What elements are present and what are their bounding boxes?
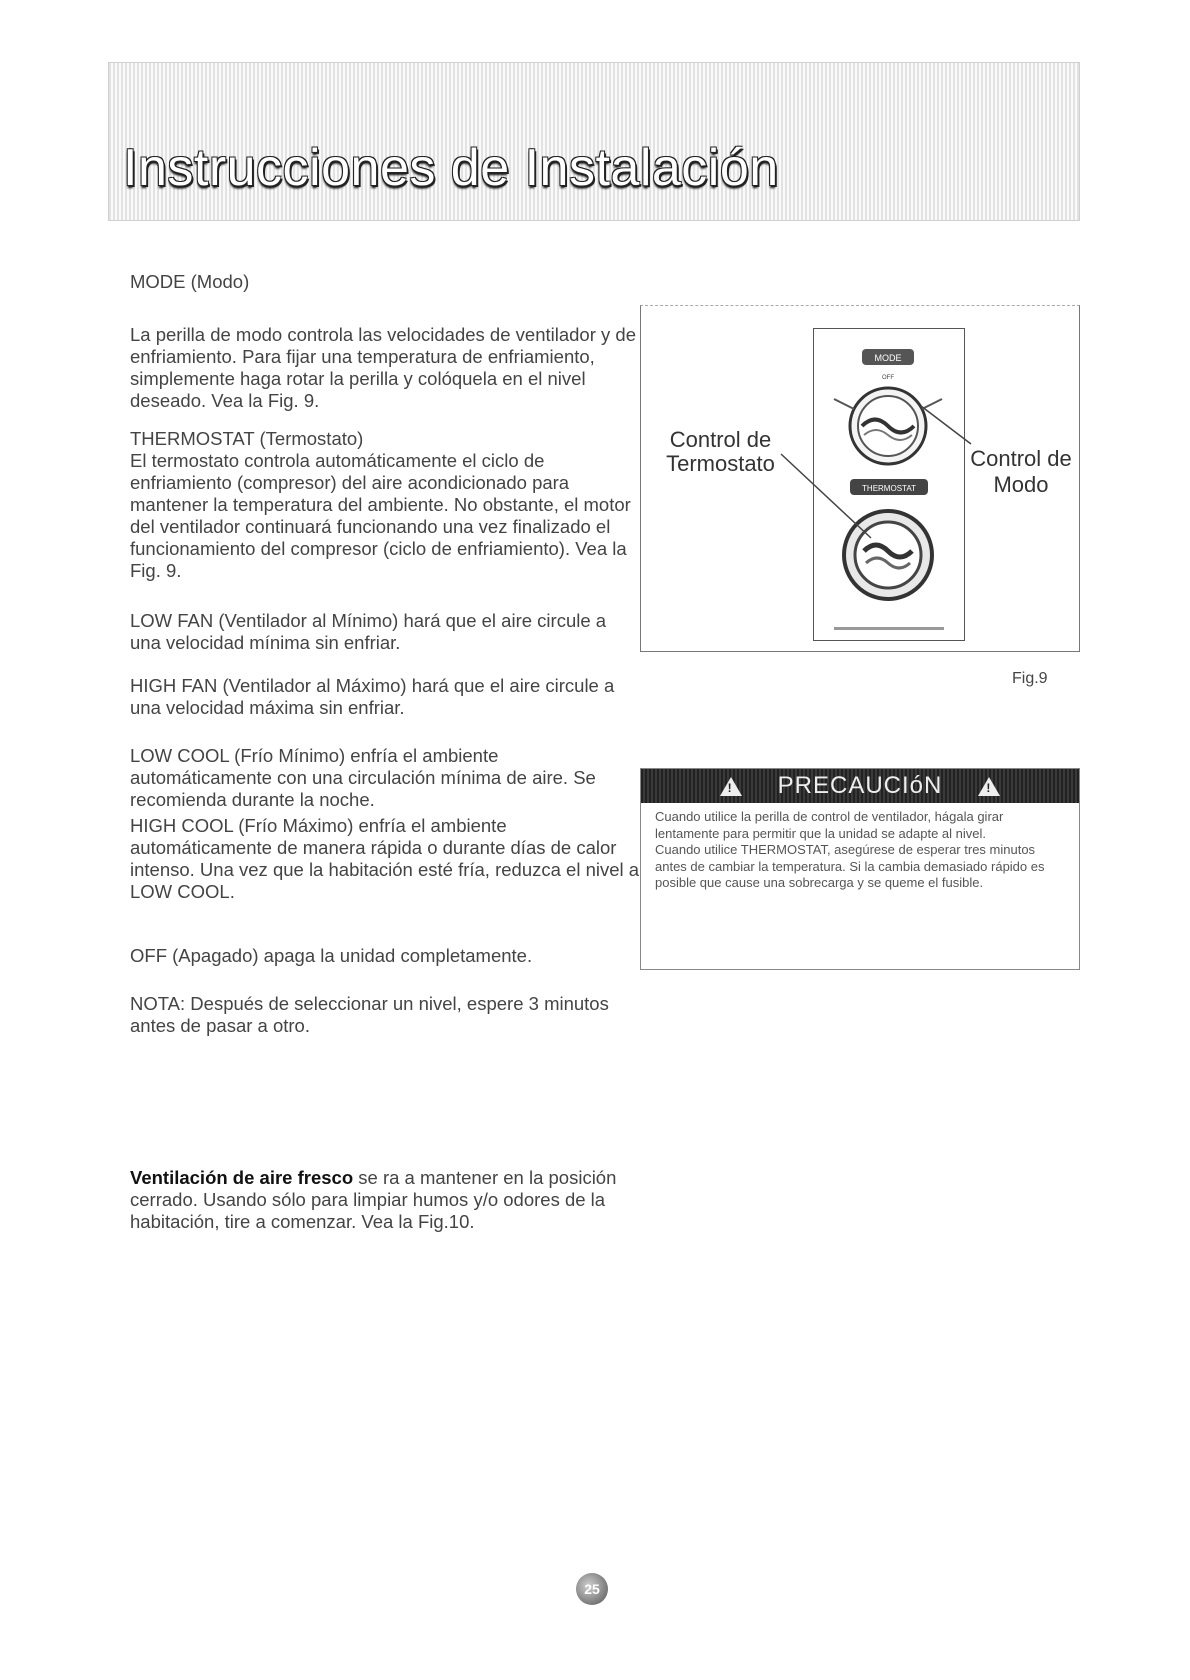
thermostat-control-label: Control de Termostato (666, 427, 775, 476)
caution-paragraph-1: Cuando utilice la perilla de control de ventilador, hágala girar lentamente para permitir que la unidad se adapte al nivel. (655, 809, 1004, 841)
fresh-air-paragraph (130, 1167, 640, 1233)
page-title: Instrucciones de Instalación (123, 139, 779, 197)
figure-9 (640, 305, 1080, 652)
high-cool-paragraph: HIGH COOL (Frío Máximo) enfría el ambiente automáticamente de manera rápida o durante días de calor intenso. Una vez que la habitación esté fría, reduzca el nivel a LOW COOL. (130, 815, 640, 902)
caution-body (641, 803, 1079, 898)
off-mark-text: OFF (882, 375, 894, 381)
figure-caption: Fig.9 (1012, 670, 1048, 687)
caution-title: PRECAUCIóN (777, 772, 943, 799)
warning-icon (720, 777, 742, 796)
note-paragraph: NOTA: Después de seleccionar un nivel, espere 3 minutos antes de pasar a otro. (130, 993, 609, 1036)
fresh-air-text: se ra a mantener en la posición cerrado. Usando sólo para limpiar humos y/o odores de la habitación, tire a comenzar. Vea la Fig.10. (130, 1167, 617, 1232)
mode-control-label: Control de Modo (970, 446, 1072, 497)
low-fan-paragraph: LOW FAN (Ventilador al Mínimo) hará que el aire circule a una velocidad mínima sin enfriar. (130, 610, 607, 653)
leader-lines (641, 306, 1079, 651)
warning-icon (978, 777, 1000, 796)
thermostat-heading: THERMOSTAT (Termostato) (130, 428, 364, 449)
fresh-air-bold: Ventilación de aire fresco (130, 1167, 354, 1188)
thermostat-tag-text: THERMOSTAT (862, 484, 916, 493)
off-paragraph: OFF (Apagado) apaga la unidad completamente. (130, 945, 533, 966)
mode-description: La perilla de modo controla las velocidades de ventilador y de enfriamiento. Para fijar una temperatura de enfriamiento, simplemente haga rotar la perilla y colóquela en el nivel deseado. Vea la Fig. 9. (130, 324, 636, 411)
high-fan-paragraph: HIGH FAN (Ventilador al Máximo) hará que el aire circule a una velocidad máxima sin enfriar. (130, 675, 615, 718)
caution-header (641, 769, 1079, 803)
caution-box (640, 768, 1080, 970)
thermostat-section (130, 428, 640, 582)
mode-heading: MODE (Modo) (130, 271, 250, 292)
low-cool-paragraph: LOW COOL (Frío Mínimo) enfría el ambiente automáticamente con una circulación mínima de aire. Se recomienda durante la noche. (130, 745, 596, 810)
header-banner (108, 62, 1080, 221)
thermostat-description: El termostato controla automáticamente el ciclo de enfriamiento (compresor) del aire acondicionado para mantener la temperatura del ambiente. No obstante, el motor del ventilador continuará funcionando una vez finalizado el funcionamiento del compresor (ciclo de enfriamiento). Vea la Fig. 9. (130, 450, 631, 581)
page-number: 25 (576, 1573, 608, 1605)
mode-tag-text: MODE (874, 353, 902, 363)
caution-paragraph-2: Cuando utilice THERMOSTAT, asegúrese de esperar tres minutos antes de cambiar la temperatura. Si la cambia demasiado rápido es posible que cause una sobrecarga y se queme el fusible. (655, 842, 1045, 890)
